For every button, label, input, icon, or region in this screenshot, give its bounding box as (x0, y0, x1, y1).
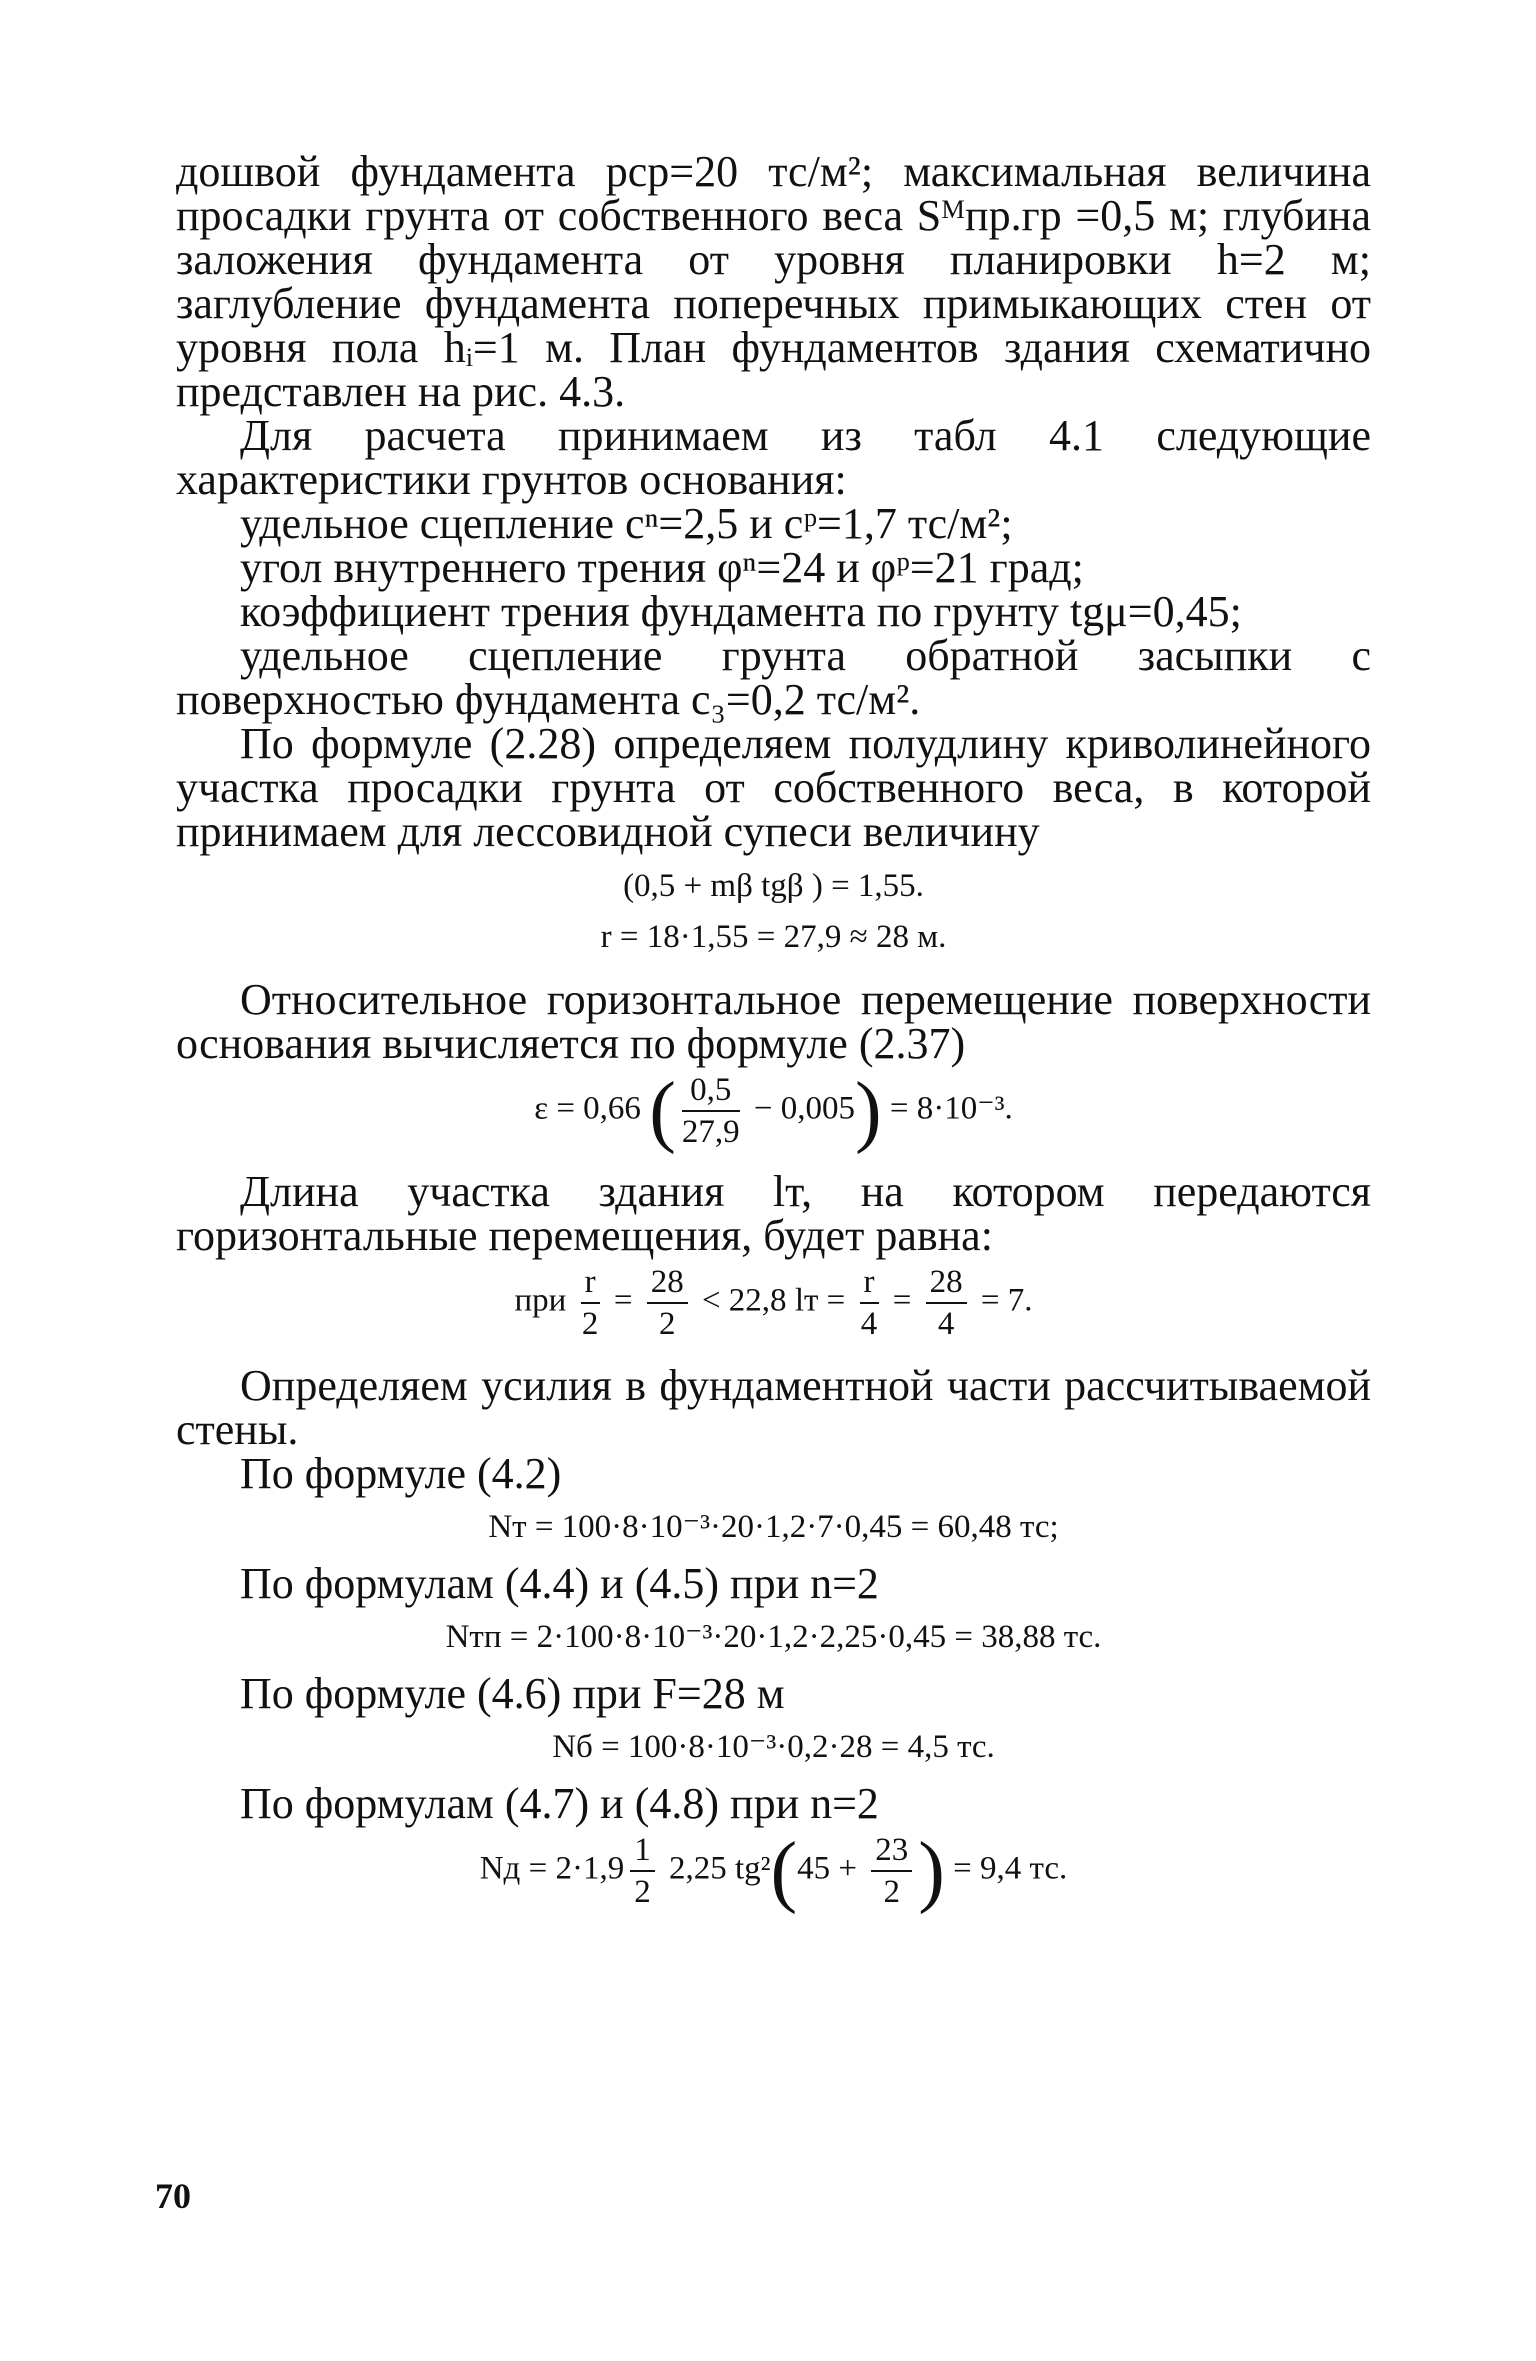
denominator: 4 (937, 1306, 955, 1342)
numerator: 1 (630, 1830, 655, 1872)
equation-part: = 8·10⁻³. (889, 1090, 1013, 1127)
equation-part: = 7. (980, 1282, 1033, 1319)
paragraph: Определяем усилия в фундаментной части рассчитываемой стены. (176, 1361, 1371, 1454)
equation: при $\frac{r}{2}$ = $\frac{28}{2}$ < 22,8 lт = $\frac{r}{4}$ = $\frac{28}{4}$ = 7. (514, 1264, 1033, 1342)
fraction (647, 1262, 688, 1344)
equation: Nб = 100·8·10⁻³·0,2·28 = 4,5 тс. (552, 1729, 995, 1765)
numerator: r (860, 1262, 879, 1304)
denominator: 4 (860, 1306, 878, 1342)
numerator: 28 (647, 1262, 688, 1304)
paragraph: Длина участка здания lт, на котором передаются горизонтальные перемещения, будет равна: (176, 1167, 1371, 1260)
numerator: 23 (871, 1830, 912, 1872)
equation: (0,5 + mβ tgβ ) = 1,55. (623, 868, 924, 904)
paragraph: По формуле (2.28) определяем полудлину криволинейного участка просадки грунта от собственного веса, в которой принимаем для лессовидной супеси величину (176, 719, 1371, 856)
page-number: 70 (155, 2176, 191, 2216)
fraction (871, 1830, 912, 1912)
equation-part: 2,25 tg² (668, 1850, 771, 1887)
denominator: 2 (658, 1306, 676, 1342)
denominator: 2 (581, 1306, 599, 1342)
equation-part: lт = (794, 1282, 846, 1319)
equation-part: 45 + (797, 1850, 858, 1887)
fraction (682, 1070, 740, 1152)
list-item: удельное сцепление cⁿ=2,5 и cᵖ=1,7 тс/м²; (240, 499, 1013, 548)
paragraph: По формуле (4.6) при F=28 м (240, 1669, 785, 1718)
paren-icon: ) (918, 1827, 945, 1915)
equation: r = 18·1,55 = 27,9 ≈ 28 м. (600, 919, 947, 955)
denominator: 27,9 (681, 1114, 740, 1150)
fraction (581, 1262, 600, 1344)
equation-part: = 9,4 тс. (953, 1850, 1068, 1887)
numerator: 0,5 (682, 1070, 740, 1112)
numerator: 28 (926, 1262, 967, 1304)
equation-part: − 0,005 (753, 1090, 855, 1127)
page-content (176, 147, 1371, 1915)
paragraph: По формуле (4.2) (240, 1449, 562, 1498)
paragraph: По формулам (4.7) и (4.8) при n=2 (240, 1779, 879, 1828)
equation-part: ε = 0,66 (534, 1090, 641, 1127)
fraction (926, 1262, 967, 1344)
equation: Nт = 100·8·10⁻³·20·1,2·7·0,45 = 60,48 тс; (488, 1509, 1059, 1545)
equation-part: при (514, 1282, 567, 1319)
denominator: 2 (634, 1874, 651, 1910)
paren-icon: ) (854, 1067, 882, 1155)
equation (176, 1067, 1371, 1155)
equation-part: < 22,8 (701, 1282, 787, 1319)
equation (176, 1827, 1371, 1915)
numerator: r (581, 1262, 600, 1304)
list-item: угол внутреннего трения φⁿ=24 и φᵖ=21 град; (240, 543, 1084, 592)
list-item: удельное сцепление грунта обратной засыпки с поверхностью фундамента c₃=0,2 тс/м². (176, 631, 1371, 724)
paren-icon: ( (770, 1827, 798, 1915)
paren-icon: ( (649, 1067, 676, 1155)
paragraph: Относительное горизонтальное перемещение поверхности основания вычисляется по формуле (2.37) (176, 975, 1371, 1068)
equation-part: Nд = 2·1,9 (479, 1850, 625, 1887)
list-item: коэффициент трения фундамента по грунту tgμ=0,45; (240, 587, 1242, 636)
paragraph: По формулам (4.4) и (4.5) при n=2 (240, 1559, 879, 1608)
equation: Nтп = 2·100·8·10⁻³·20·1,2·2,25·0,45 = 38,88 тс. (445, 1619, 1102, 1655)
fraction (860, 1262, 879, 1344)
denominator: 2 (883, 1874, 901, 1910)
fraction (630, 1830, 655, 1912)
paragraph: Для расчета принимаем из табл 4.1 следующие характеристики грунтов основания: (176, 411, 1371, 504)
paragraph: дошвой фундамента pср=20 тс/м²; максимальная величина просадки грунта от собственного веса Sᴹпр.гр =0,5 м; глубина заложения фундамента от уровня планировки h=2 м; заглубление фундамента поперечных примыкающих стен от уровня пола hᵢ=1 м. План фундаментов здания схематично представлен на рис. 4.3. (176, 147, 1371, 416)
